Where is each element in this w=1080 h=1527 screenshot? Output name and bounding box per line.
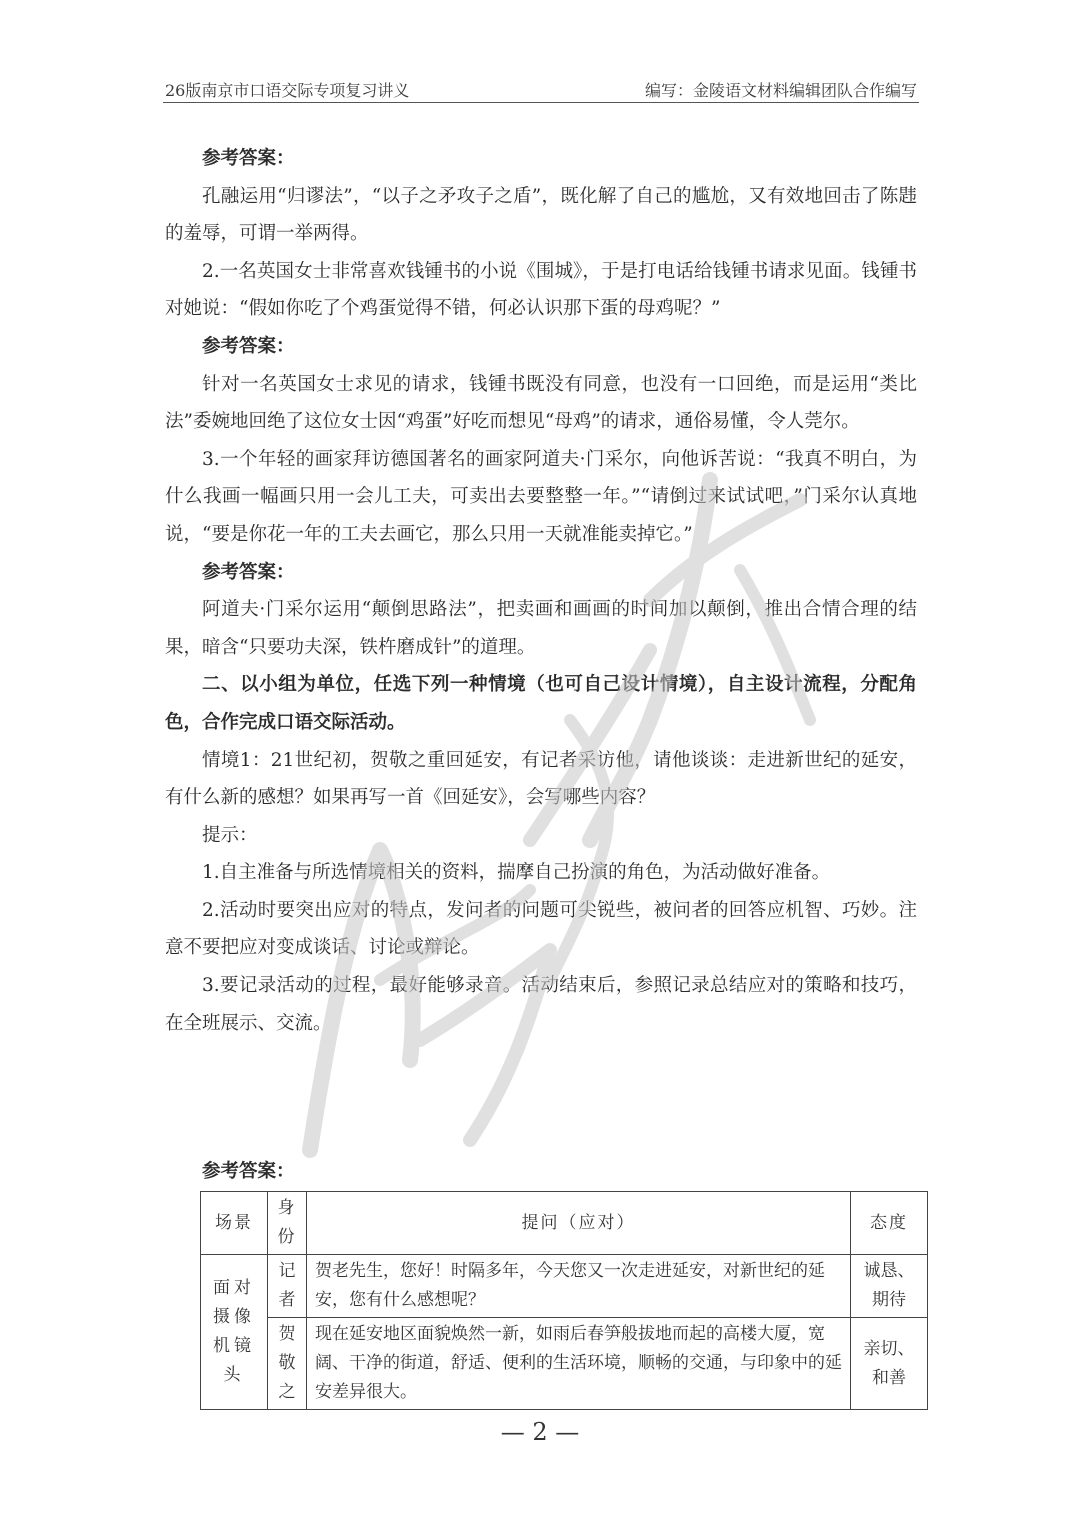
paragraph: 孔融运用“归谬法”，“以子之矛攻子之盾”，既化解了自己的尴尬，又有效地回击了陈韪的羞辱，可谓一举两得。 xyxy=(165,185,917,245)
table-cell-scene: 面对摄像机镜头 xyxy=(201,1255,268,1410)
paragraph: 情境1：21世纪初，贺敬之重回延安，有记者采访他，请他谈谈：走进新世纪的延安，有什么新的感想？如果再写一首《回延安》，会写哪些内容？ xyxy=(165,749,917,809)
paragraph: 2.一名英国女士非常喜欢钱锺书的小说《围城》，于是打电话给钱锺书请求见面。钱锺书对她说：“假如你吃了个鸡蛋觉得不错，何必认识那下蛋的母鸡呢？” xyxy=(165,260,917,320)
header-title: 26版南京市口语交际专项复习讲义 xyxy=(165,81,410,100)
table-header: 场景 xyxy=(201,1192,268,1255)
paragraph: 阿道夫·门采尔运用“颠倒思路法”，把卖画和画画的时间加以颠倒，推出合情合理的结果，暗含“只要功夫深，铁杵磨成针”的道理。 xyxy=(165,599,917,658)
table-row xyxy=(201,1255,928,1318)
table-cell-role: 记者 xyxy=(268,1255,307,1318)
page-header xyxy=(163,74,919,103)
table-header: 态度 xyxy=(851,1192,928,1255)
table-header: 身份 xyxy=(268,1192,307,1255)
table-header: 提问（应对） xyxy=(307,1192,851,1255)
paragraph: 3.一个年轻的画家拜访德国著名的画家阿道夫·门采尔，向他诉苦说：“我真不明白，为什么我画一幅画只用一会儿工夫，可卖出去要整整一年。”“请倒过来试试吧，”门采尔认真地说，“要是你花一年的工夫去画它，那么只用一天就准能卖掉它。” xyxy=(165,448,917,545)
table-row xyxy=(201,1318,928,1410)
header-author: 编写：金陵语文材料编辑团队合作编写 xyxy=(644,81,917,100)
document-body xyxy=(165,140,917,1042)
section-heading: 二、以小组为单位，任选下列一种情境（也可自己设计情境），自主设计流程，分配角色，合作完成口语交际活动。 xyxy=(165,674,917,733)
answer-heading: 参考答案： xyxy=(202,148,295,169)
paragraph: 提示： xyxy=(202,824,258,846)
paragraph: 针对一名英国女士求见的请求，钱锺书既没有同意，也没有一口回绝，而是运用“类比法”委婉地回绝了这位女士因“鸡蛋”好吃而想见“母鸡”的请求，通俗易懂，令人莞尔。 xyxy=(165,373,917,433)
table-cell-attitude: 诚恳、期待 xyxy=(851,1255,928,1318)
paragraph: 2.活动时要突出应对的特点，发问者的问题可尖锐些，被问者的回答应机智、巧妙。注意不要把应对变成谈话、讨论或辩论。 xyxy=(165,899,917,959)
table-header-row xyxy=(201,1192,928,1255)
paragraph: 1.自主准备与所选情境相关的资料，揣摩自己扮演的角色，为活动做好准备。 xyxy=(202,862,831,884)
paragraph: 3.要记录活动的过程，最好能够录音。活动结束后，参照记录总结应对的策略和技巧，在全班展示、交流。 xyxy=(165,975,917,1034)
answer-heading: 参考答案： xyxy=(202,561,295,583)
answer-heading: 参考答案： xyxy=(202,335,295,357)
table-cell-text: 现在延安地区面貌焕然一新，如雨后春笋般拔地而起的高楼大厦，宽阔、干净的街道，舒适、便利的生活环境，顺畅的交通，与印象中的延安差异很大。 xyxy=(307,1318,851,1410)
table-cell-attitude: 亲切、和善 xyxy=(851,1318,928,1410)
table-cell-role: 贺敬之 xyxy=(268,1318,307,1410)
answer-table xyxy=(200,1191,928,1410)
table-cell-text: 贺老先生，您好！时隔多年，今天您又一次走进延安，对新世纪的延安，您有什么感想呢？ xyxy=(307,1255,851,1318)
page-number: — 2 — xyxy=(500,1418,580,1446)
answer-heading: 参考答案： xyxy=(202,1161,295,1182)
